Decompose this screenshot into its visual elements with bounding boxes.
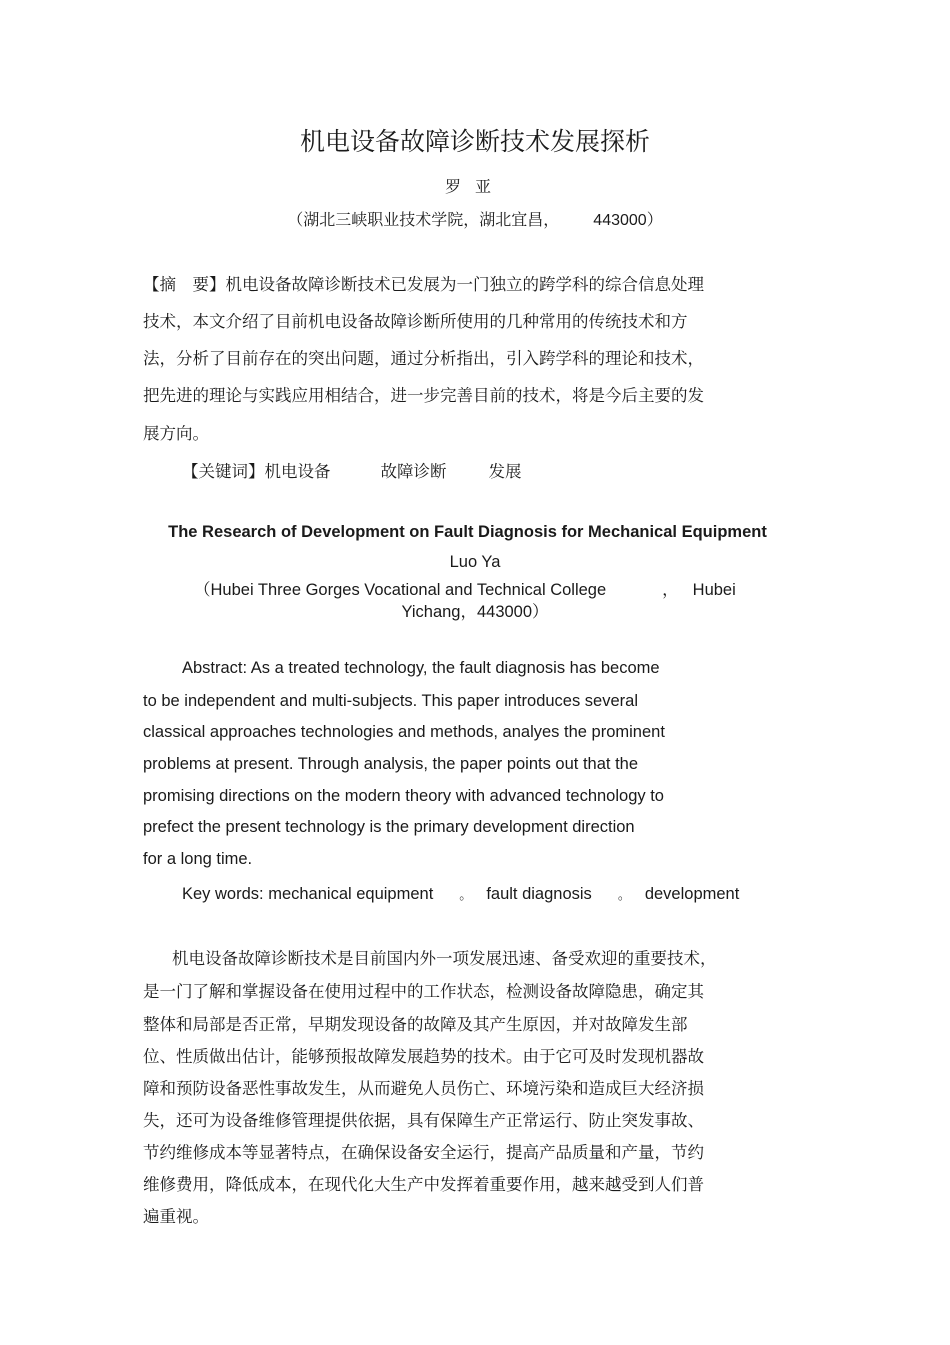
keywords-en-label: Key words: mechanical equipment [182, 885, 434, 903]
body-line: 遍重视。 [143, 1207, 209, 1226]
author-name: 罗亚 [444, 177, 505, 196]
abstract-cn-line: 法，分析了目前存在的突出问题，通过分析指出，引入跨学科的理论和技术， [143, 349, 704, 368]
paper-title: 机电设备故障诊断技术发展探析 [299, 127, 650, 156]
english-affiliation-province: Hubei [692, 581, 736, 599]
abstract-en-line: Abstract: As a treated technology, the fault diagnosis has become [182, 659, 660, 677]
abstract-en-line: classical approaches technologies and methods, analyes the prominent [143, 723, 665, 741]
abstract-en-line: to be independent and multi-subjects. This paper introduces several [143, 692, 638, 710]
body-line: 节约维修成本等显著特点，在确保设备安全运行，提高产品质量和产量，节约 [143, 1143, 704, 1162]
body-line: 机电设备故障诊断技术是目前国内外一项发展迅速、备受欢迎的重要技术， [172, 949, 717, 968]
abstract-cn-line: 把先进的理论与实践应用相结合，进一步完善目前的技术，将是今后主要的发 [143, 386, 704, 405]
body-line: 是一门了解和掌握设备在使用过程中的工作状态，检测设备故障隐患，确定其 [143, 982, 704, 1001]
abstract-cn-line: 【摘 要】机电设备故障诊断技术已发展为一门独立的跨学科的综合信息处理 [143, 275, 704, 294]
body-line: 位、性质做出估计，能够预报故障发展趋势的技术。由于它可及时发现机器故 [143, 1047, 704, 1066]
english-affiliation-college: （Hubei Three Gorges Vocational and Technical College [194, 581, 607, 599]
keywords-en [182, 884, 739, 904]
abstract-en-line: problems at present. Through analysis, the paper points out that the [143, 755, 638, 773]
english-affiliation-comma: ， [662, 581, 679, 599]
keyword-en: fault diagnosis [486, 885, 592, 903]
abstract-en-line: promising directions on the modern theory with advanced technology to [143, 787, 664, 805]
body-line: 障和预防设备恶性事故发生，从而避免人员伤亡、环境污染和造成巨大经济损 [143, 1079, 704, 1098]
english-author: Luo Ya [449, 553, 501, 571]
affiliation-text: （湖北三峡职业技术学院，湖北宜昌， [287, 210, 560, 229]
keyword-cn: 故障诊断 [380, 462, 447, 481]
english-affiliation [194, 576, 736, 600]
body-line: 失，还可为设备维修管理提供依据，具有保障生产正常运行、防止突发事故、 [143, 1111, 704, 1130]
author-affiliation [0, 207, 950, 230]
abstract-en-line: prefect the present technology is the primary development direction [143, 818, 635, 836]
abstract-cn-line: 技术，本文介绍了目前机电设备故障诊断所使用的几种常用的传统技术和方 [143, 312, 688, 331]
keyword-separator: 。 [459, 887, 473, 902]
keywords-cn-label: 【关键词】机电设备 [182, 462, 331, 481]
body-line: 整体和局部是否正常，早期发现设备的故障及其产生原因，并对故障发生部 [143, 1015, 688, 1034]
keyword-cn: 发展 [488, 462, 522, 481]
keyword-en: development [644, 885, 740, 903]
keyword-separator: 。 [617, 887, 631, 902]
affiliation-zip: 443000） [593, 212, 663, 229]
abstract-en-line: for a long time. [143, 850, 253, 868]
keywords-cn [182, 458, 522, 482]
body-line: 维修费用，降低成本，在现代化大生产中发挥着重要作用，越来越受到人们普 [143, 1175, 704, 1194]
abstract-cn-line: 展方向。 [143, 424, 209, 443]
english-title: The Research of Development on Fault Diagnosis for Mechanical Equipment [168, 523, 767, 541]
english-affiliation-city: Yichang，443000） [401, 603, 549, 621]
